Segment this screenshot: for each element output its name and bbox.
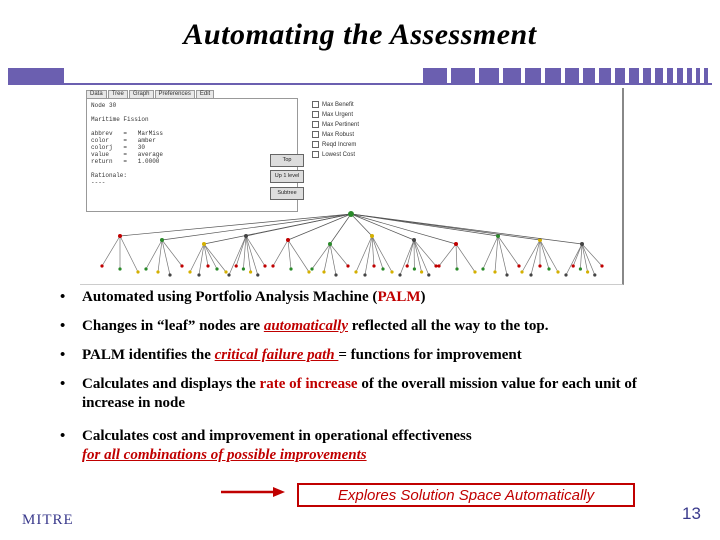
tree-node [160,238,164,242]
tree-node [322,270,325,273]
tree-node [197,273,200,276]
tree-node [454,242,458,246]
tree-node [381,267,384,270]
tree-node [580,242,584,246]
tree-node [100,264,103,267]
tree-node [529,273,532,276]
up-level-button[interactable]: Up 1 level [270,170,304,183]
tree-node [242,267,245,270]
tree-node [224,270,227,273]
node-detail-panel [86,98,298,212]
checkbox-max-pertinent[interactable]: Max Pertinent [312,120,359,130]
tree-node [520,270,523,273]
tree-node [256,273,259,276]
tree-node [420,270,423,273]
tree-node [180,264,183,267]
tree-node [370,234,374,238]
checkbox-max-urgent[interactable]: Max Urgent [312,110,359,120]
tree-node [328,242,332,246]
tab-graph[interactable]: Graph [129,90,154,98]
checkbox-lowest-cost[interactable]: Lowest Cost [312,150,359,160]
tree-node [202,242,206,246]
tree-node [434,264,437,267]
tree-node [593,273,596,276]
tree-node [427,273,430,276]
tree-node [493,270,496,273]
tree-node [363,273,366,276]
tree-node [348,211,354,217]
checkbox-max-benefit[interactable]: Max Benefit [312,100,359,110]
tree-node [188,270,191,273]
tree-node [354,270,357,273]
tree-node [413,267,416,270]
tree-node [505,273,508,276]
tree-node [249,270,252,273]
arrow-right-icon [221,486,285,498]
tree-node [547,267,550,270]
top-button[interactable]: Top [270,154,304,167]
tree-node [412,238,416,242]
callout-box: Explores Solution Space Automatically [297,483,635,507]
tree-node [310,267,313,270]
tree-node [372,264,375,267]
tree-node [136,270,139,273]
tree-node [398,273,401,276]
tree-node [271,264,274,267]
palm-tabs [86,90,214,98]
tree-node [263,264,266,267]
tree-node [118,234,122,238]
tree-node [307,270,310,273]
tree-node [579,267,582,270]
decorative-blocks [423,68,713,84]
tree-node [168,273,171,276]
tree-node [572,264,575,267]
tree-node [144,267,147,270]
subtree-button[interactable]: Subtree [270,187,304,200]
tree-node [481,267,484,270]
tree-node [206,264,209,267]
node-detail-text: Node 30 Maritime Fission abbrev = MarMiss color = amber colorj = 30 value = average return = 1.0000 Rationale: ---- [91,102,164,186]
tree-node [600,264,603,267]
slide-title: Automating the Assessment [183,18,537,51]
decorative-bar [8,68,64,84]
tree-node [118,267,121,270]
tree-node [538,264,541,267]
tab-tree[interactable]: Tree [108,90,128,98]
tree-node [556,270,559,273]
palm-screenshot [80,88,624,285]
criteria-checkboxes [312,100,359,160]
tree-node [564,273,567,276]
page-number: 13 [682,504,701,523]
tree-node [517,264,520,267]
tree-node [286,238,290,242]
tab-preferences[interactable]: Preferences [155,90,195,98]
tree-node [473,270,476,273]
tree-node [455,267,458,270]
assessment-tree [80,208,620,284]
tree-node [215,267,218,270]
tree-node [235,264,238,267]
mitre-logo: MITRE [22,512,74,528]
tree-node [437,264,440,267]
tree-node [156,270,159,273]
tree-node [406,264,409,267]
tree-node [334,273,337,276]
tree-node [289,267,292,270]
checkbox-max-robust[interactable]: Max Robust [312,130,359,140]
tree-node [244,234,248,238]
tree-node [586,270,589,273]
tree-node [346,264,349,267]
tree-node [227,273,230,276]
tab-data[interactable]: Data [86,90,107,98]
tree-node [390,270,393,273]
checkbox-reqd-increm[interactable]: Reqd Increm [312,140,359,150]
tab-edit[interactable]: Edit [196,90,214,98]
